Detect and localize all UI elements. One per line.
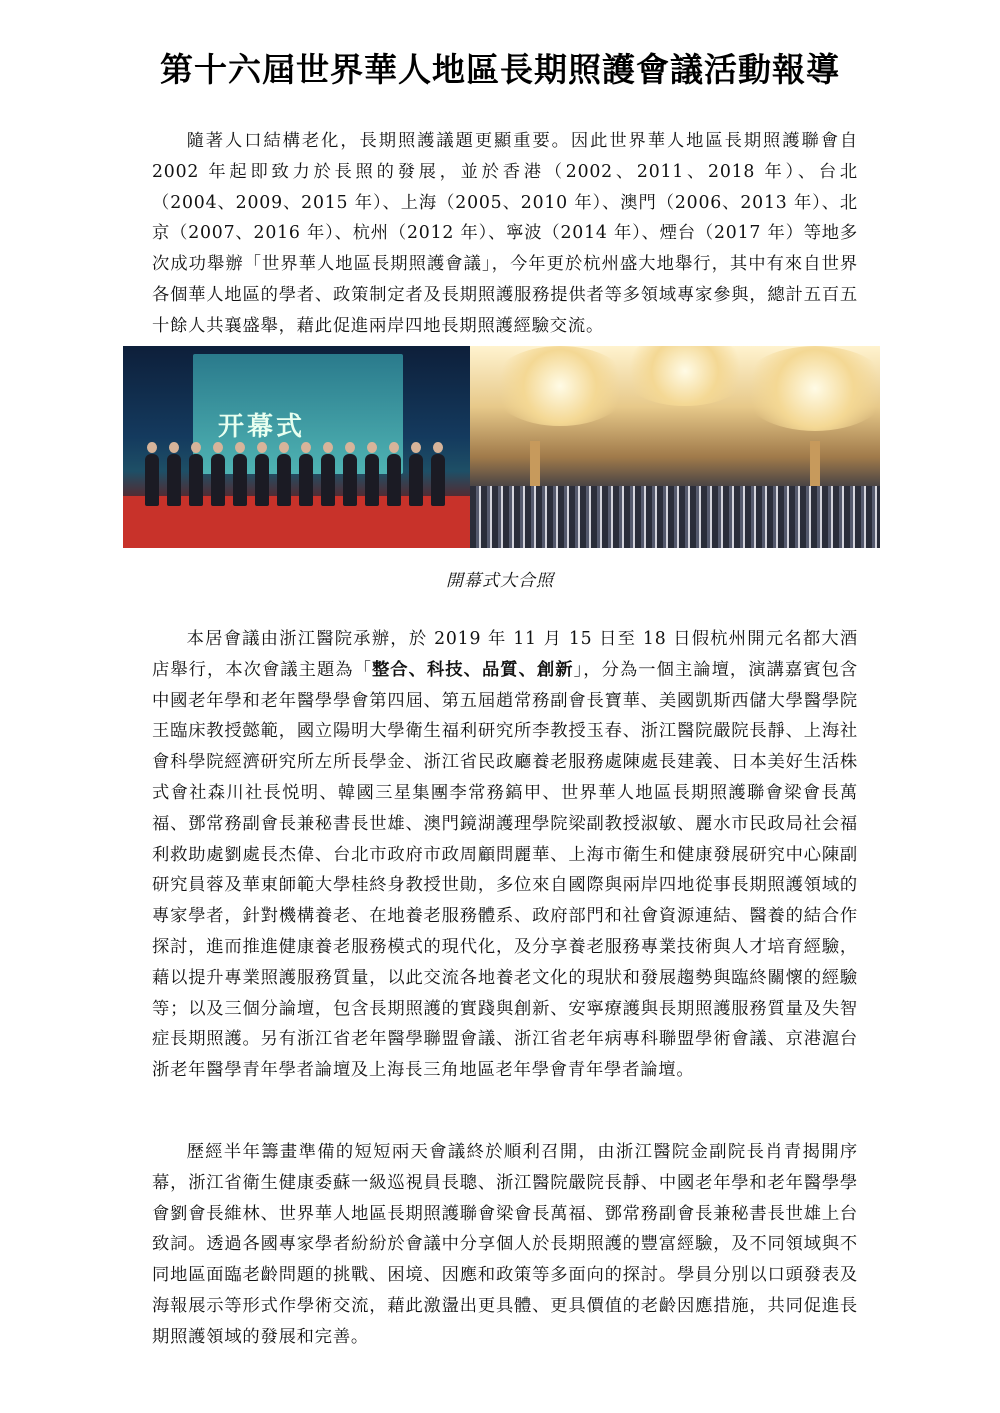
- audience-rows: [470, 486, 880, 548]
- chandelier: [490, 346, 630, 426]
- person-head: [323, 442, 333, 453]
- person-figure: [145, 454, 159, 506]
- opening-ceremony-photo: [123, 346, 470, 548]
- stage-screen-text: 开幕式: [218, 412, 306, 442]
- chandelier: [740, 346, 880, 431]
- chandelier: [620, 346, 750, 406]
- person-figure: [189, 454, 203, 506]
- person-figure: [387, 454, 401, 506]
- person-head: [389, 442, 399, 453]
- page-title: 第十六屆世界華人地區長期照護會議活動報導: [160, 50, 840, 89]
- paragraph-text: 」，分為一個主論壇，演講嘉賓包含中國老年學和老年醫學學會第四屆、第五屆趙常務副會長寶華、美國凱斯西儲大學醫學院王臨床教授懿範，國立陽明大學衛生福利研究所李教授玉春、浙江醫院嚴院長靜、上海社會科學院經濟研究所左所長學金、浙江省民政廳養老服務處陳處長建義、日本美好生活株式會社森川社長悦明、韓國三星集團李常務鎬甲、世界華人地區長期照護聯會梁會長萬福、鄧常務副會長兼秘書長世雄、澳門鏡湖護理學院梁副教授淑敏、麗水市民政局社会福利救助處劉處長杰偉、台北市政府市政周顧問麗華、上海市衛生和健康發展研究中心陳副研究員蓉及華東師範大學桂終身教授世勛，多位來自國際與兩岸四地從事長期照護領域的專家學者，針對機構養老、在地養老服務體系、政府部門和社會資源連結、醫養的結合作探討，進而推進健康養老服務模式的現代化，及分享養老服務專業技術與人才培育經驗，藉以提升專業照護服務質量，以此交流各地養老文化的現狀和發展趨勢與臨終關懷的經驗等；以及三個分論壇，包含長期照護的實踐與創新、安寧療護與長期照護服務質量及失智症長期照護。另有浙江省老年醫學聯盟會議、浙江省老年病專科聯盟學術會議、京港滬台浙老年醫學青年學者論壇及上海長三角地區老年學會青年學者論壇。: [152, 659, 858, 1081]
- person-figure: [321, 454, 335, 506]
- conference-hall-photo: [470, 346, 880, 548]
- person-figure: [365, 454, 379, 506]
- person-head: [345, 442, 355, 453]
- person-head: [301, 442, 311, 453]
- wall-pillar: [530, 441, 540, 486]
- person-head: [257, 442, 267, 453]
- wall-pillar: [810, 441, 820, 486]
- paragraph-text: 本居會議由浙江醫院承辦，於 2019 年 11 月 15 日至 18 日假杭州開元名都大酒店舉行，本次會議主題為「: [152, 629, 858, 680]
- person-head: [411, 442, 421, 453]
- conference-summary-paragraph: 歷經半年籌畫準備的短短兩天會議終於順利召開，由浙江醫院金副院長肖青揭開序幕，浙江省衛生健康委蘇一級巡視員長聰、浙江醫院嚴院長靜、中國老年學和老年醫學學會劉會長維林、世界華人地區長期照護聯會梁會長萬福、鄧常務副會長兼秘書長世雄上台致詞。透過各國專家學者紛紛於會議中分享個人於長期照護的豐富經驗，及不同領域與不同地區面臨老齡問題的挑戰、困境、因應和政策等多面向的探討。學員分別以口頭發表及海報展示等形式作學術交流，藉此激盪出更具體、更具價值的老齡因應措施，共同促進長期照護領域的發展和完善。: [152, 1142, 858, 1347]
- person-figure: [255, 454, 269, 506]
- person-figure: [431, 454, 445, 506]
- person-head: [433, 442, 443, 453]
- person-head: [169, 442, 179, 453]
- person-head: [191, 442, 201, 453]
- person-head: [279, 442, 289, 453]
- person-figure: [343, 454, 357, 506]
- person-head: [235, 442, 245, 453]
- person-head: [213, 442, 223, 453]
- person-head: [147, 442, 157, 453]
- photo-caption: 開幕式大合照: [446, 571, 554, 591]
- intro-paragraph: 隨著人口結構老化，長期照護議題更顯重要。因此世界華人地區長期照護聯會自 2002 年起即致力於長照的發展，並於香港（2002、2011、2018 年）、台北（2004、2009、2015 年）、上海（2005、2010 年）、澳門（2006、2013 年）、北京（2007、2016 年）、杭州（2012 年）、寧波（2014 年）、煙台（2017 年）等地多次成功舉辦「世界華人地區長期照護會議」，今年更於杭州盛大地舉行，其中有來自世界各個華人地區的學者、政策制定者及長期照護服務提供者等多領域專家參與，總計五百五十餘人共襄盛舉，藉此促進兩岸四地長期照護經驗交流。: [152, 131, 858, 336]
- person-figure: [233, 454, 247, 506]
- conference-theme: 整合、科技、品質、創新: [371, 659, 574, 680]
- conference-details-paragraph: [152, 624, 858, 1086]
- person-figure: [409, 454, 423, 506]
- person-head: [367, 442, 377, 453]
- person-figure: [277, 454, 291, 506]
- photo-strip: [123, 346, 880, 548]
- person-figure: [167, 454, 181, 506]
- person-figure: [211, 454, 225, 506]
- person-figure: [299, 454, 313, 506]
